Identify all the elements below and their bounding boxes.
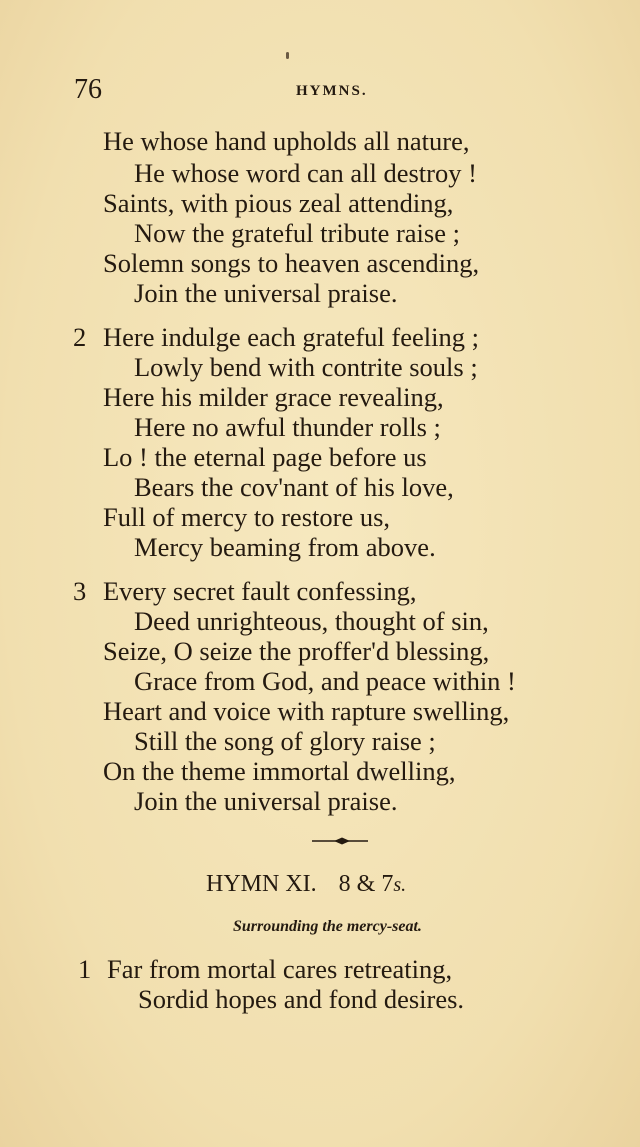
ornament-divider-icon [312, 836, 368, 846]
verse-line: Here no awful thunder rolls ; [134, 412, 441, 442]
hymn-meter: 8 & 7s. [338, 871, 407, 897]
verse-line: Here indulge each grateful feeling ; [103, 322, 479, 352]
verse-line: Bears the cov'nant of his love, [134, 472, 454, 502]
verse-line: Lowly bend with contrite souls ; [134, 352, 478, 382]
hymn-number: HYMN XI. [206, 871, 317, 897]
verse-line: Join the universal praise. [134, 786, 398, 816]
verse-line: Heart and voice with rapture swelling, [103, 696, 510, 726]
verse-line: Mercy beaming from above. [134, 532, 436, 562]
verse-line: Far from mortal cares retreating, [107, 954, 453, 984]
verse-line: He whose hand upholds all nature, [103, 126, 470, 156]
ink-speck [286, 52, 289, 59]
verse-line: Grace from God, and peace within ! [134, 666, 516, 696]
stanza-number: 2 [73, 322, 87, 352]
verse-line: Here his milder grace revealing, [103, 382, 444, 412]
verse-line: Sordid hopes and fond desires. [138, 984, 465, 1014]
stanza-number: 3 [73, 576, 87, 606]
verse-line: Seize, O seize the proffer'd blessing, [103, 636, 490, 666]
page-number: 76 [74, 74, 102, 105]
verse-line: Every secret fault confessing, [103, 576, 417, 606]
verse-line: Lo ! the eternal page before us [103, 442, 427, 472]
verse-line: Saints, with pious zeal attending, [103, 188, 454, 218]
verse-line: Solemn songs to heaven ascending, [103, 248, 480, 278]
verse-line: Now the grateful tribute raise ; [134, 218, 460, 248]
verse-line: Full of mercy to restore us, [103, 502, 391, 532]
verse-line: On the theme immortal dwelling, [103, 756, 456, 786]
verse-line: Deed unrighteous, thought of sin, [134, 606, 489, 636]
running-head: HYMNS. [296, 83, 368, 99]
verse-line: Join the universal praise. [134, 278, 398, 308]
verse-line: He whose word can all destroy ! [134, 158, 477, 188]
stanza-number: 1 [78, 954, 92, 984]
verse-line: Still the song of glory raise ; [134, 726, 436, 756]
hymn-title [206, 871, 406, 898]
hymn-subtitle: Surrounding the mercy-seat. [233, 918, 422, 935]
